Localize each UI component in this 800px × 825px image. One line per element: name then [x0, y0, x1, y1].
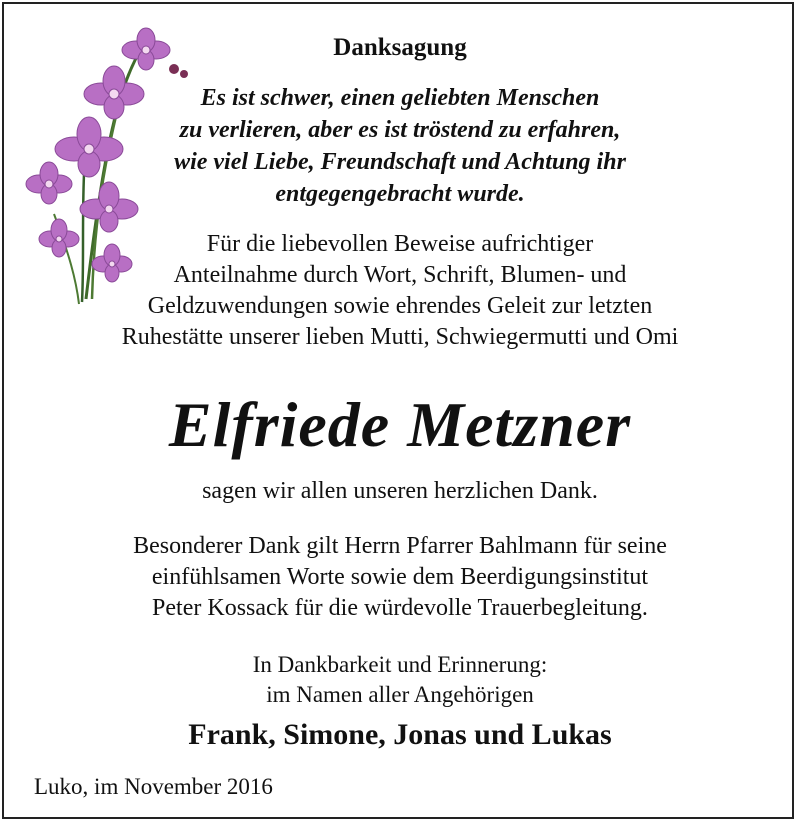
quote-line: Es ist schwer, einen geliebten Menschen — [200, 85, 600, 111]
quote-line: zu verlieren, aber es ist tröstend zu erfahren, — [179, 117, 621, 143]
special-line: Peter Kossack für die würdevolle Trauerbegleitung. — [152, 595, 648, 621]
condolence-quote — [0, 82, 800, 210]
quote-line: entgegengebracht wurde. — [275, 181, 525, 207]
special-line: einfühlsamen Worte sowie dem Beerdigungsinstitut — [151, 564, 649, 590]
closing-line: im Namen aller Angehörigen — [266, 682, 534, 707]
closing-line: In Dankbarkeit und Erinnerung: — [252, 652, 548, 677]
intro-line: Ruhestätte unserer lieben Mutti, Schwiegermutti und Omi — [121, 324, 679, 350]
thanks-line: sagen wir allen unseren herzlichen Dank. — [202, 478, 598, 504]
intro-line: Anteilnahme durch Wort, Schrift, Blumen- und — [173, 262, 627, 288]
intro-line: Geldzuwendungen sowie ehrendes Geleit zur letzten — [147, 293, 653, 319]
signers-names: Frank, Simone, Jonas und Lukas — [188, 718, 612, 751]
notice-title: Danksagung — [333, 34, 467, 61]
deceased-name: Elfriede Metzner — [168, 389, 632, 460]
quote-line: wie viel Liebe, Freundschaft und Achtung ihr — [174, 149, 626, 175]
special-thanks-paragraph — [0, 531, 800, 624]
special-line: Besonderer Dank gilt Herrn Pfarrer Bahlmann für seine — [133, 533, 667, 559]
intro-line: Für die liebevollen Beweise aufrichtiger — [206, 231, 594, 257]
closing-paragraph — [0, 650, 800, 710]
intro-paragraph — [0, 229, 800, 353]
place-date: Luko, im November 2016 — [34, 774, 273, 799]
